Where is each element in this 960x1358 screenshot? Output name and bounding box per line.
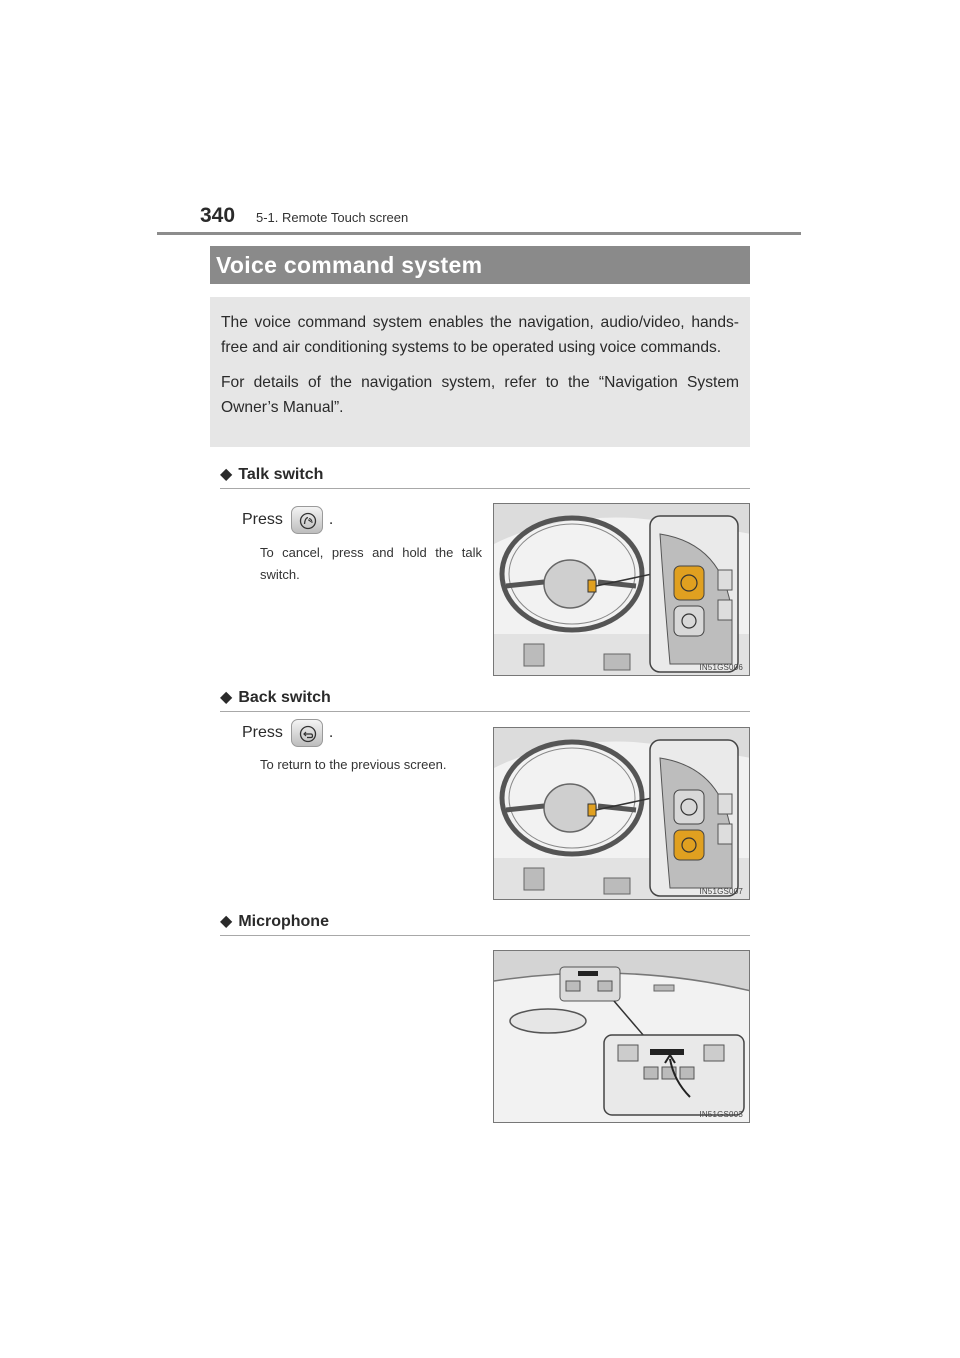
overhead-console-illustration (494, 951, 750, 1123)
talk-switch-icon (291, 506, 323, 534)
title-bar (210, 246, 750, 284)
section-rule (220, 488, 750, 489)
section-rule (220, 935, 750, 936)
figure-code: IN51GS003 (699, 1110, 743, 1119)
figure-code: IN51GS006 (699, 663, 743, 672)
microphone-figure (493, 950, 750, 1123)
header-rule (157, 232, 801, 235)
talk-switch-heading-text: Talk switch (238, 466, 324, 483)
talk-switch-figure (493, 503, 750, 676)
intro-paragraph-1: The voice command system enables the navigation, audio/video, hands-free and air conditioning systems to be operated using voice commands. (221, 314, 739, 356)
page-number: 340 (200, 204, 236, 227)
talk-switch-instruction (242, 506, 333, 534)
intro-paragraph-2: For details of the navigation system, refer to the “Navigation System Owner’s Manual”. (221, 374, 739, 416)
press-label: Press (242, 511, 283, 528)
press-label: Press (242, 724, 283, 741)
diamond-bullet-icon: ◆ (220, 689, 233, 706)
steering-wheel-illustration (494, 728, 750, 900)
diamond-bullet-icon: ◆ (220, 466, 233, 483)
microphone-heading (220, 911, 329, 931)
steering-wheel-illustration (494, 504, 750, 676)
press-period: . (328, 724, 334, 741)
talk-switch-heading (220, 464, 323, 484)
figure-code: IN51GS007 (699, 887, 743, 896)
back-switch-heading (220, 687, 331, 707)
section-rule (220, 711, 750, 712)
back-switch-icon (291, 719, 323, 747)
back-switch-note: To return to the previous screen. (260, 757, 447, 772)
page-title: Voice command system (216, 252, 483, 278)
back-switch-figure (493, 727, 750, 900)
diamond-bullet-icon: ◆ (220, 913, 233, 930)
section-reference: 5-1. Remote Touch screen (256, 210, 409, 225)
back-switch-heading-text: Back switch (238, 689, 331, 706)
talk-switch-note: To cancel, press and hold the talk switch. (260, 545, 482, 582)
microphone-heading-text: Microphone (238, 913, 329, 930)
press-period: . (328, 511, 334, 528)
back-switch-instruction (242, 719, 333, 747)
intro-box (210, 297, 750, 447)
